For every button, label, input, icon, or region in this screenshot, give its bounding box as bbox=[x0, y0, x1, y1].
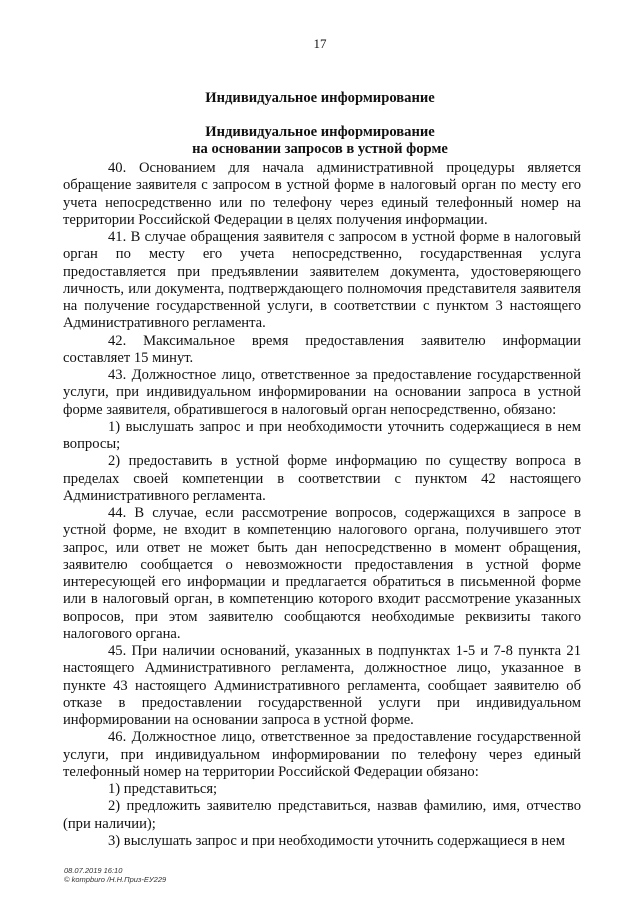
subsection-heading-line-2: на основании запросов в устной форме bbox=[192, 141, 448, 157]
paragraph-45: 45. При наличии оснований, указанных в подпунктах 1-5 и 7-8 пункта 21 настоящего Административного регламента, должностное лицо, указанное в пункте 43 настоящего Административного регламента, сообщает заявителю об отказе в предоставлении государственной услуги при индивидуальном информировании на основании запроса в устной форме. bbox=[63, 643, 581, 728]
list-item-46-1: 1) представиться; bbox=[108, 781, 218, 797]
print-footer bbox=[64, 866, 166, 884]
paragraph-46: 46. Должностное лицо, ответственное за предоставление государственной услуги, при индивидуальном информировании по телефону через единый телефонный номер на территории Российской Федерации обязано: bbox=[63, 729, 581, 780]
section-heading: Индивидуальное информирование bbox=[205, 90, 435, 106]
paragraph-44: 44. В случае, если рассмотрение вопросов, содержащихся в запросе в устной форме, не входит в компетенцию налогового органа, получившего этот запрос, или ответ не может быть дан непосредственно в момент обращения, заявителю сообщается о невозможности предоставления в устной форме интересующей его информации и предлагается обратиться в письменной форме или в налоговый орган, в компетенцию которого входит рассмотрение указанных вопросов, при этом заявителю сообщаются необходимые реквизиты такого налогового органа. bbox=[63, 505, 581, 642]
paragraph-41: 41. В случае обращения заявителя с запросом в устной форме в налоговый орган по месту его учета непосредственно, государственная услуга предоставляется при предъявлении заявителем документа, удостоверяющего личность, или документа, подтверждающего полномочия представителя заявителя на получение государственной услуги, в соответствии с пунктом 3 настоящего Административного регламента. bbox=[63, 229, 581, 332]
footer-file-path: © kompburo /Н.Н.Приз-ЕУ229 bbox=[64, 875, 167, 884]
list-item-43-2: 2) предоставить в устной форме информацию по существу вопроса в пределах своей компетенции в соответствии с пунктом 42 настоящего Административного регламента. bbox=[63, 453, 581, 504]
paragraph-43: 43. Должностное лицо, ответственное за предоставление государственной услуги, при индивидуальном информировании на основании запроса в устной форме заявителя, обратившегося в налоговый орган непосредственно, обязано: bbox=[63, 367, 581, 418]
page-number: 17 bbox=[313, 36, 327, 51]
document-body bbox=[63, 160, 581, 850]
list-item-46-3: 3) выслушать запрос и при необходимости уточнить содержащиеся в нем bbox=[108, 832, 566, 849]
subsection-heading-line-1: Индивидуальное информирование bbox=[205, 124, 435, 140]
subsection-heading bbox=[0, 124, 640, 158]
paragraph-40: 40. Основанием для начала административной процедуры является обращение заявителя с запросом в устной форме в налоговый орган по месту его учета непосредственно или по телефону через единый телефонный номер на территории Российской Федерации в целях получения информации. bbox=[63, 160, 581, 228]
paragraph-42: 42. Максимальное время предоставления заявителю информации составляет 15 минут. bbox=[63, 332, 581, 366]
footer-timestamp: 08.07.2019 16:10 bbox=[64, 866, 123, 875]
list-item-43-1: 1) выслушать запрос и при необходимости уточнить содержащиеся в нем вопросы; bbox=[63, 418, 581, 452]
list-item-46-2: 2) предложить заявителю представиться, назвав фамилию, имя, отчество (при наличии); bbox=[63, 798, 581, 832]
